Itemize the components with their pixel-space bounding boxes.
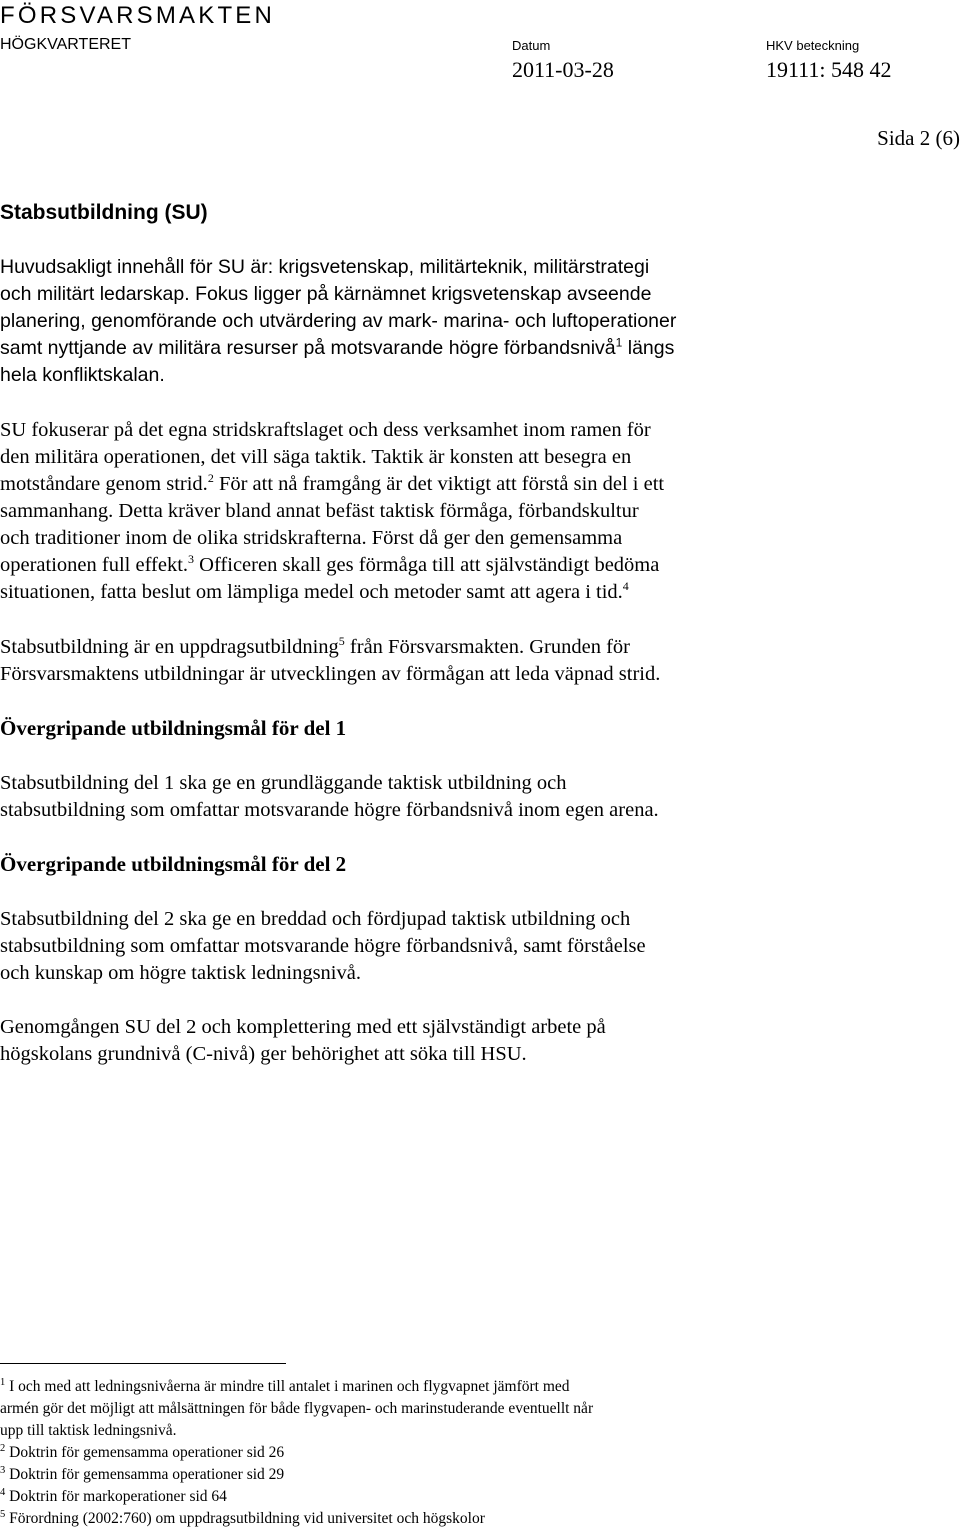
footnote-separator: [0, 1363, 286, 1364]
footnote-2: [0, 1442, 593, 1464]
section-title-goals-part1: Övergripande utbildningsmål för del 1: [0, 716, 347, 740]
footnote-ref[interactable]: 2: [207, 471, 214, 486]
footnote-text: Förordning (2002:760) om uppdragsutbildning vid universitet och högskolor: [9, 1510, 485, 1527]
footnote-number: 3: [0, 1464, 6, 1476]
date-label: Datum: [512, 38, 551, 53]
footnote-number: 5: [0, 1508, 6, 1520]
text-line: och kunskap om högre taktisk ledningsnivå.: [0, 962, 361, 984]
date-value: 2011-03-28: [512, 57, 614, 82]
footnote-text-line: armén gör det möjligt att målsättningen för både flygvapen- och marinstuderande eventuellt når: [0, 1400, 594, 1417]
text-segment: Officeren skall ges förmåga till att självständigt bedöma: [194, 554, 660, 576]
text-segment: Stabsutbildning är en uppdragsutbildning: [0, 636, 339, 658]
text-line: hela konfliktskalan.: [0, 364, 165, 386]
text-line: högskolans grundnivå (C-nivå) ger behörighet att söka till HSU.: [0, 1043, 527, 1065]
section-title-stabsutbildning: Stabsutbildning (SU): [0, 201, 208, 224]
text-line: [0, 471, 664, 498]
text-segment: samt nyttjande av militära resurser på motsvarande högre förbandsnivå: [0, 337, 616, 359]
text-line: stabsutbildning som omfattar motsvarande högre förbandsnivå, samt förståelse: [0, 935, 646, 957]
text-line: [0, 552, 664, 579]
footnote-text: I och med att ledningsnivåerna är mindre till antalet i marinen och flygvapnet jämfört med: [9, 1378, 570, 1395]
text-segment: motståndare genom strid.: [0, 473, 208, 495]
text-segment: operationen full effekt.: [0, 554, 189, 576]
footnote-1: [0, 1376, 593, 1398]
footnote-text: Doktrin för gemensamma operationer sid 26: [9, 1444, 285, 1461]
footnote-number: 1: [0, 1376, 6, 1388]
footnote-ref[interactable]: 5: [338, 634, 345, 649]
organization-name: FÖRSVARSMAKTEN: [0, 2, 276, 29]
tactics-paragraph: [0, 417, 664, 606]
footnotes: [0, 1376, 593, 1530]
intro-paragraph: [0, 254, 676, 389]
text-line: stabsutbildning som omfattar motsvarande högre förbandsnivå inom egen arena.: [0, 799, 659, 821]
footnote-ref[interactable]: 1: [615, 335, 623, 350]
goals-part2-paragraph: [0, 906, 646, 987]
footnote-text: Doktrin för markoperationer sid 64: [9, 1488, 227, 1505]
text-line: planering, genomförande och utvärdering av mark- marina- och luftoperationer: [0, 310, 677, 332]
footnote-ref[interactable]: 3: [188, 552, 195, 567]
text-line: [0, 335, 676, 362]
footnote-text-line: upp till taktisk ledningsnivå.: [0, 1422, 177, 1439]
text-line: och militärt ledarskap. Fokus ligger på kärnämnet krigsvetenskap avseende: [0, 283, 652, 305]
assignment-paragraph: [0, 634, 660, 688]
text-line: [0, 579, 664, 606]
page-number: Sida 2 (6): [877, 126, 960, 150]
text-line: Genomgången SU del 2 och komplettering med ett självständigt arbete på: [0, 1016, 606, 1038]
footnote-number: 4: [0, 1486, 6, 1498]
footnote-4: [0, 1486, 593, 1508]
footnote-text: Doktrin för gemensamma operationer sid 29: [9, 1466, 285, 1483]
text-line: den militära operationen, det vill säga taktik. Taktik är konsten att besegra en: [0, 446, 632, 468]
text-line: och traditioner inom de olika stridskrafterna. Först då ger den gemensamma: [0, 527, 623, 549]
reference-label: HKV beteckning: [766, 38, 860, 53]
text-line: SU fokuserar på det egna stridskraftslaget och dess verksamhet inom ramen för: [0, 419, 651, 441]
text-line: [0, 634, 660, 661]
text-line: Stabsutbildning del 1 ska ge en grundläggande taktisk utbildning och: [0, 772, 567, 794]
text-line: Huvudsakligt innehåll för SU är: krigsvetenskap, militärteknik, militärstrategi: [0, 256, 650, 278]
organization-unit: HÖGKVARTERET: [0, 36, 131, 53]
text-line: Försvarsmaktens utbildningar är utvecklingen av förmågan att leda väpnad strid.: [0, 663, 661, 685]
text-segment: från Försvarsmakten. Grunden för: [344, 636, 631, 658]
text-segment: För att nå framgång är det viktigt att förstå sin del i ett: [213, 473, 665, 495]
section-title-goals-part2: Övergripande utbildningsmål för del 2: [0, 852, 347, 876]
text-segment: längs: [622, 337, 675, 359]
reference-value: 19111: 548 42: [766, 57, 892, 82]
footnote-ref[interactable]: 4: [622, 579, 629, 594]
footnote-5: [0, 1508, 593, 1530]
footnote-3: [0, 1464, 593, 1486]
eligibility-paragraph: [0, 1014, 606, 1068]
text-line: sammanhang. Detta kräver bland annat befäst taktisk förmåga, förbandskultur: [0, 500, 639, 522]
text-line: Stabsutbildning del 2 ska ge en breddad och fördjupad taktisk utbildning och: [0, 908, 631, 930]
text-segment: situationen, fatta beslut om lämpliga medel och metoder samt att agera i tid.: [0, 581, 623, 603]
goals-part1-paragraph: [0, 770, 659, 824]
footnote-number: 2: [0, 1442, 6, 1454]
